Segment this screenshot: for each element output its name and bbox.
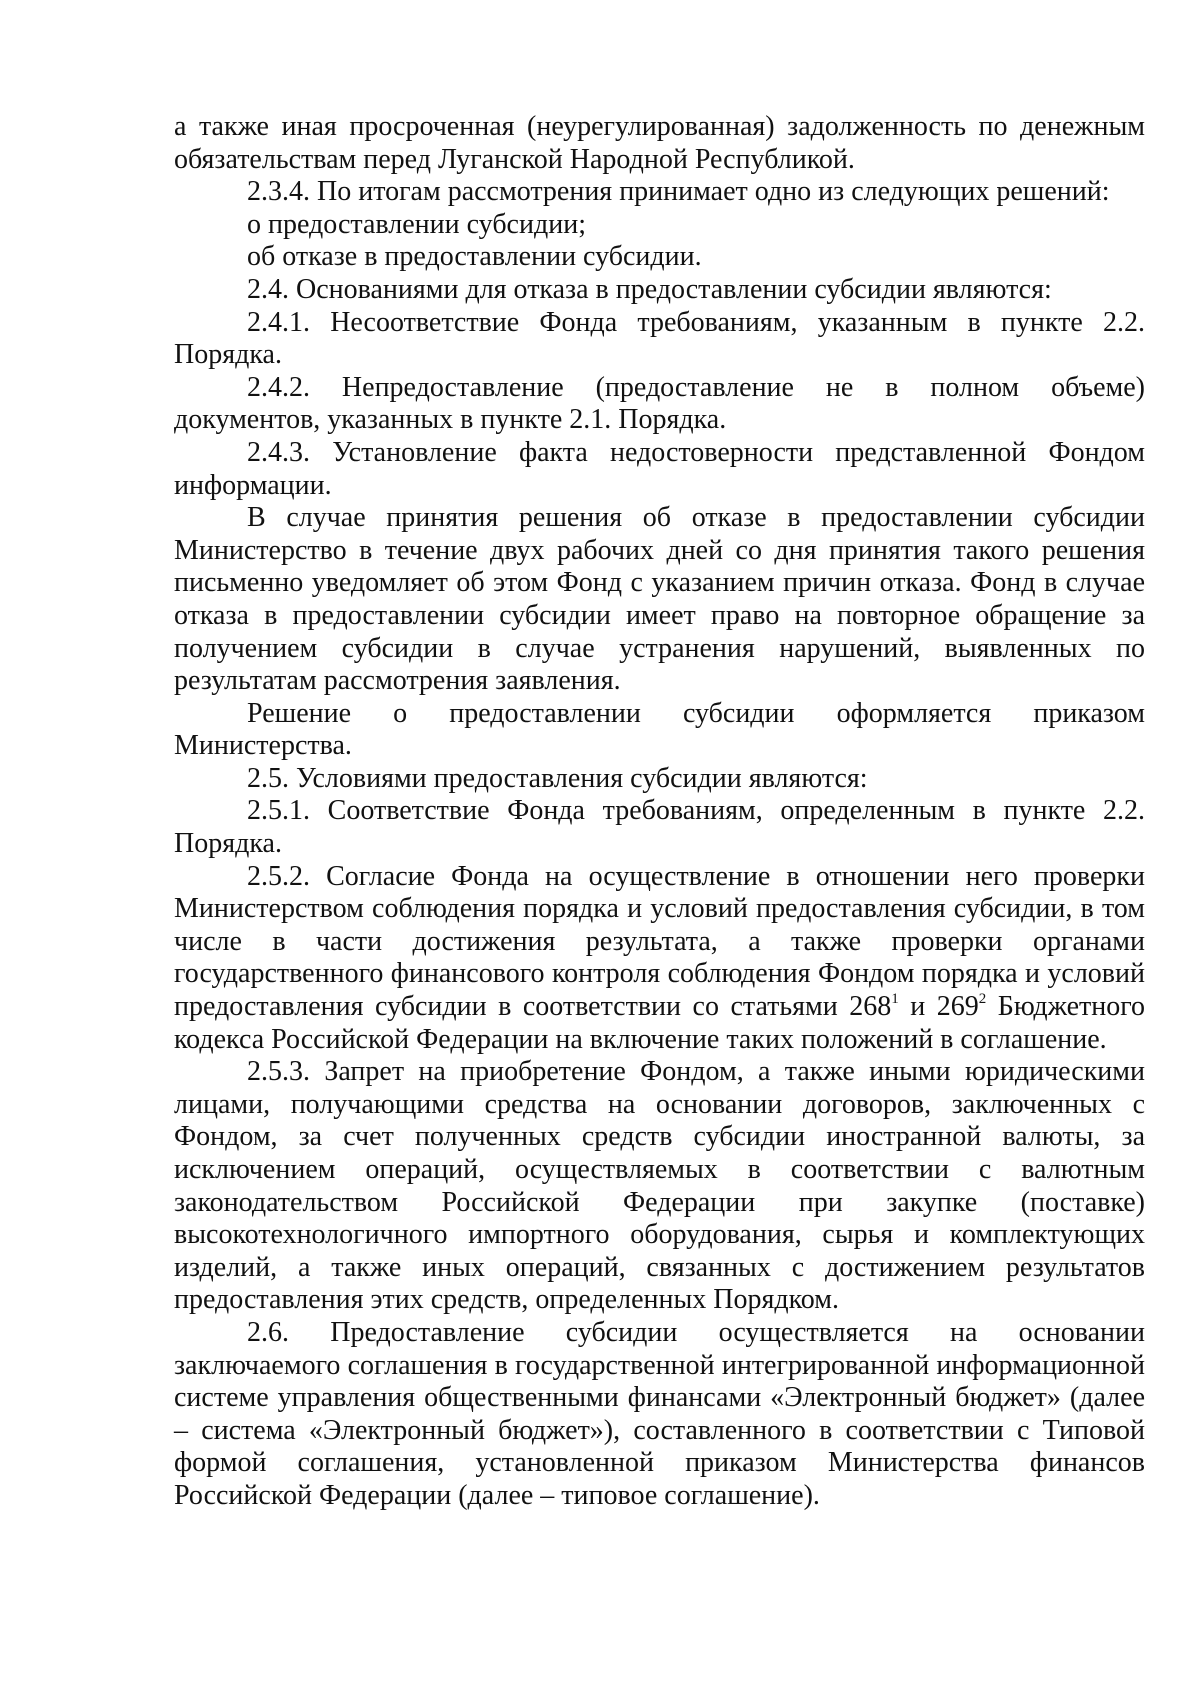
paragraph-2-5-3: 2.5.3. Запрет на приобретение Фондом, а также иными юридическими лицами, получающими средства на основании договоров, заключенных с Фондом, за счет полученных средств субсидии иностранной валюты, за исключением операций, осуществляемых в соответствии с валютным законодательством Российской Федерации при закупке (поставке) высокотехнологичного импортного оборудования, сырья и комплектующих изделий, а также иных операций, связанных с достижением результатов предоставления этих средств, определенных Порядком. <box>174 1056 1145 1316</box>
paragraph-refusal-notice: В случае принятия решения об отказе в предоставлении субсидии Министерство в течение двух рабочих дней со дня принятия такого решения письменно уведомляет об этом Фонд с указанием причин отказа. Фонд в случае отказа в предоставлении субсидии имеет право на повторное обращение за получением субсидии в случае устранения нарушений, выявленных по результатам рассмотрения заявления. <box>174 502 1145 697</box>
paragraph-2-5-2-text-after: Бюджетного кодекса Российской Федерации на включение таких положений в соглашение. <box>174 991 1146 1055</box>
paragraph-2-5-1: 2.5.1. Соответствие Фонда требованиям, определенным в пункте 2.2. Порядка. <box>174 795 1145 860</box>
paragraph-2-5-2-text-between: и 269 <box>898 991 979 1023</box>
paragraph-2-4-1: 2.4.1. Несоответствие Фонда требованиям, указанным в пункте 2.2. Порядка. <box>174 306 1145 371</box>
paragraph-2-3-4: 2.3.4. По итогам рассмотрения принимает одно из следующих решений: <box>247 176 1110 208</box>
paragraph-2-5-2 <box>174 861 1145 1057</box>
paragraph-2-4-2: 2.4.2. Непредоставление (предоставление не в полном объеме) документов, указанных в пункте 2.1. Порядка. <box>174 371 1145 436</box>
superscript-article-268: 1 <box>891 991 899 1008</box>
paragraph-2-5: 2.5. Условиями предоставления субсидии являются: <box>247 762 868 794</box>
superscript-article-269: 2 <box>978 991 987 1008</box>
paragraph-debt-continuation: а также иная просроченная (неурегулированная) задолженность по денежным обязательствам перед Луганской Народной Республикой. <box>174 111 1145 175</box>
paragraph-2-5-2-text-before: 2.5.2. Согласие Фонда на осуществление в отношении него проверки Министерством соблюдения порядка и условий предоставления субсидии, в том числе в части достижения результата, а также проверки органами государственного финансового контроля соблюдения Фондом порядка и условий предоставления субсидии в соответствии со статьями 268 <box>174 860 1145 1023</box>
paragraph-decision-order: Решение о предоставлении субсидии оформляется приказом Министерства. <box>174 697 1145 762</box>
document-page <box>174 111 1145 1513</box>
paragraph-decision-refusal: об отказе в предоставлении субсидии. <box>247 241 702 273</box>
paragraph-decision-grant: о предоставлении субсидии; <box>247 208 586 240</box>
paragraph-2-4-3: 2.4.3. Установление факта недостоверности представленной Фондом информации. <box>174 436 1145 501</box>
paragraph-2-6: 2.6. Предоставление субсидии осуществляется на основании заключаемого соглашения в государственной интегрированной информационной системе управления общественными финансами «Электронный бюджет» (далее – система «Электронный бюджет»), составленного в соответствии с Типовой формой соглашения, установленной приказом Министерства финансов Российской Федерации (далее – типовое соглашение). <box>174 1316 1145 1511</box>
paragraph-2-4: 2.4. Основаниями для отказа в предоставлении субсидии являются: <box>247 273 1052 305</box>
